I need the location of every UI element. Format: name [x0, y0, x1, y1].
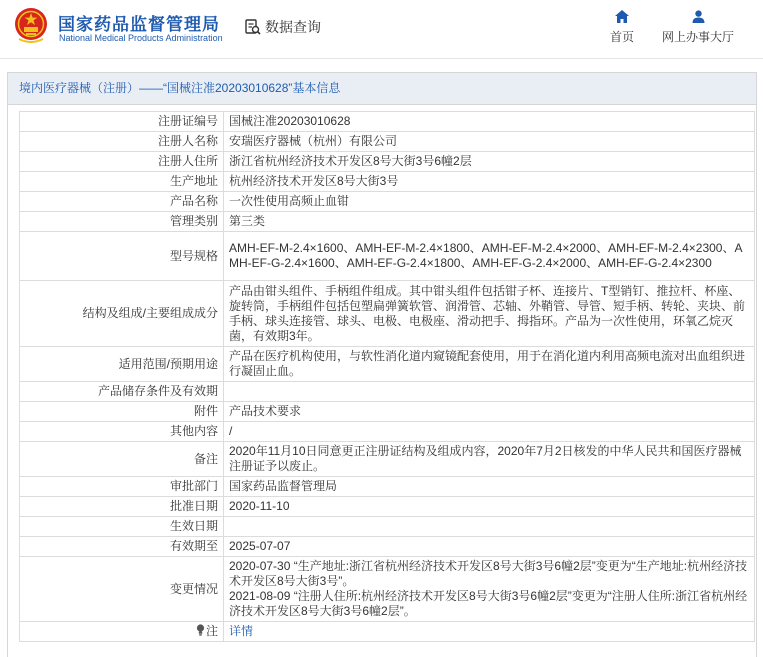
- change-history: [224, 557, 755, 622]
- table-row: [20, 347, 755, 382]
- table-row: [20, 212, 755, 232]
- table-row: [20, 497, 755, 517]
- row-value: 2025-07-07: [224, 537, 755, 557]
- detail-panel: [7, 72, 757, 657]
- row-label: 生效日期: [20, 517, 224, 537]
- row-label: 管理类别: [20, 212, 224, 232]
- row-label: 审批部门: [20, 477, 224, 497]
- nav-home-label: 首页: [609, 30, 634, 44]
- table-row: [20, 622, 755, 642]
- row-label: 注册证编号: [20, 112, 224, 132]
- table-row: [20, 442, 755, 477]
- row-label: 结构及组成/主要组成成分: [20, 281, 224, 347]
- nav-home[interactable]: [604, 10, 640, 45]
- row-label: 有效期至: [20, 537, 224, 557]
- brand-name-cn[interactable]: 国家药品监督管理局: [58, 15, 220, 34]
- emblem-icon: [14, 7, 48, 43]
- row-value: 第三类: [224, 212, 755, 232]
- row-value: 安瑞医疗器械（杭州）有限公司: [224, 132, 755, 152]
- row-value: 2020-11-10: [224, 497, 755, 517]
- query-icon: [244, 18, 262, 36]
- row-label: 备注: [20, 442, 224, 477]
- change-entry: 2021-08-09 “注册人住所:杭州经济技术开发区8号大街3号6幢2层”变更为“注册人住所:浙江省杭州经济技术开发区8号大街3号6幢2层”。: [229, 589, 748, 618]
- row-value: 产品在医疗机构使用，与软性消化道内窥镜配套使用，用于在消化道内利用高频电流对出血组织进行凝固止血。: [224, 347, 755, 382]
- nav-online-hall[interactable]: [656, 10, 740, 45]
- row-label: 生产地址: [20, 172, 224, 192]
- row-value: 国械注准20203010628: [224, 112, 755, 132]
- table-row: [20, 517, 755, 537]
- table-row: [20, 402, 755, 422]
- row-value: [224, 382, 755, 402]
- row-label: 注: [205, 624, 218, 638]
- row-label: 附件: [20, 402, 224, 422]
- row-value: AMH-EF-M-2.4×1600、AMH-EF-M-2.4×1800、AMH-EF-M-2.4×2000、AMH-EF-M-2.4×2300、AMH-EF-G-2.4×1600、AMH-EF-G-2.4×1800、AMH-EF-G-2.4×2000、AMH-EF-G-2.4×2300: [224, 232, 755, 281]
- data-query-label: 数据查询: [265, 19, 321, 35]
- bulb-icon: [196, 624, 205, 636]
- table-row: [20, 232, 755, 281]
- home-icon: [615, 10, 629, 23]
- table-row: [20, 281, 755, 347]
- table-row: [20, 172, 755, 192]
- table-row: [20, 132, 755, 152]
- table-row: [20, 382, 755, 402]
- nav-online-hall-label: 网上办事大厅: [661, 30, 734, 44]
- row-value: [224, 517, 755, 537]
- row-value: 一次性使用高频止血钳: [224, 192, 755, 212]
- site-header: [0, 0, 763, 58]
- row-value: 产品技术要求: [224, 402, 755, 422]
- table-row: [20, 477, 755, 497]
- table-row: [20, 537, 755, 557]
- table-row: [20, 192, 755, 212]
- row-value: 浙江省杭州经济技术开发区8号大街3号6幢2层: [224, 152, 755, 172]
- details-cell: [224, 622, 755, 642]
- row-label: 产品储存条件及有效期: [20, 382, 224, 402]
- row-label: 其他内容: [20, 422, 224, 442]
- row-label: 变更情况: [20, 557, 224, 622]
- data-query-link[interactable]: [244, 17, 321, 37]
- row-value: 产品由钳头组件、手柄组件组成。其中钳头组件包括钳子杯、连接片、T型销钉、推拉杆、杯座、旋转筒，手柄组件包括包塑扁弹簧软管、润滑管、芯轴、外鞘管、导管、短手柄、转轮、夹块、前手柄、球头连接管、球头、电极、电极座、滑动把手、拇指环。产品为一次性使用，环氧乙烷灭菌，有效期3年。: [224, 281, 755, 347]
- note-label-cell: [20, 622, 224, 642]
- panel-title: 境内医疗器械（注册）——“国械注准20203010628”基本信息: [8, 73, 756, 105]
- row-label: 注册人名称: [20, 132, 224, 152]
- details-link[interactable]: 详情: [229, 624, 254, 638]
- brand-name-en[interactable]: National Medical Products Administration: [59, 33, 223, 43]
- detail-table: [19, 111, 755, 642]
- row-label: 适用范围/预期用途: [20, 347, 224, 382]
- change-entry: 2020-07-30 “生产地址:浙江省杭州经济技术开发区8号大街3号6幢2层”变更为“生产地址:杭州经济技术开发区8号大街3号”。: [229, 559, 748, 588]
- row-label: 批准日期: [20, 497, 224, 517]
- table-row: [20, 557, 755, 622]
- row-value: /: [224, 422, 755, 442]
- user-icon: [692, 10, 705, 23]
- row-value: 国家药品监督管理局: [224, 477, 755, 497]
- row-value: 2020年11月10日同意更正注册证结构及组成内容，2020年7月2日核发的中华人民共和国医疗器械注册证予以废止。: [224, 442, 755, 477]
- row-label: 产品名称: [20, 192, 224, 212]
- row-value: 杭州经济技术开发区8号大街3号: [224, 172, 755, 192]
- table-row: [20, 422, 755, 442]
- row-label: 注册人住所: [20, 152, 224, 172]
- table-row: [20, 112, 755, 132]
- row-label: 型号规格: [20, 232, 224, 281]
- table-row: [20, 152, 755, 172]
- header-divider: [0, 58, 763, 59]
